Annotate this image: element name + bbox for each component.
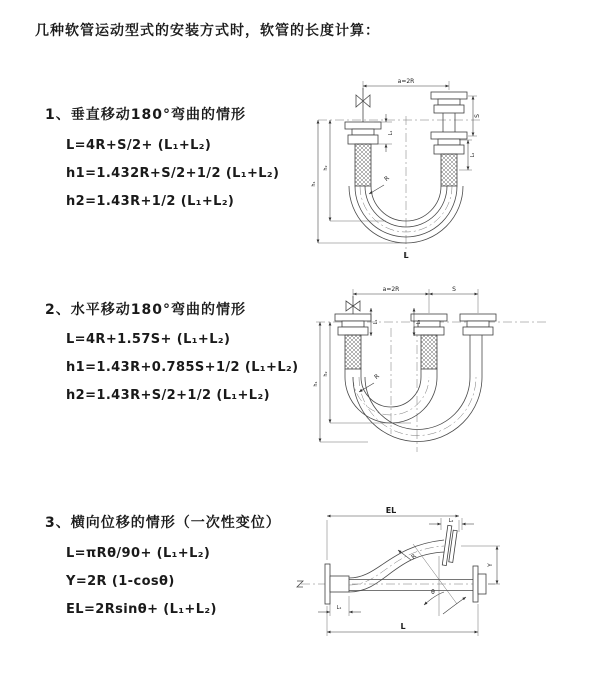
- end2-label: L₂: [448, 518, 454, 524]
- section-3-formula-L: L=πRθ/90+ (L₁+L₂): [66, 546, 211, 561]
- section-3-formula-Y: Y=2R (1-cosθ): [66, 574, 175, 589]
- h1-label: h₁: [311, 181, 317, 187]
- section-1-formula-h2: h2=1.43R+1/2 (L₁+L₂): [66, 194, 235, 209]
- span-label: a=2R: [397, 78, 415, 85]
- right-hose-end: [431, 92, 467, 186]
- dimension-h2: [323, 319, 411, 423]
- el-label: EL: [385, 506, 397, 515]
- dimension-end2: [459, 140, 476, 170]
- travel-label: S: [452, 286, 456, 293]
- left-hose-end: [345, 122, 381, 186]
- radius-label: R: [410, 552, 418, 561]
- span-label: a=2R: [382, 286, 400, 293]
- diagram-lateral-displacement: [291, 502, 597, 654]
- end2-label: L₂: [470, 152, 476, 158]
- h2-label: h₂: [323, 165, 329, 171]
- section-1-formula-L: L=4R+S/2+ (L₁+L₂): [66, 138, 212, 153]
- angle-construction: [413, 544, 466, 616]
- section-3-formula-EL: EL=2Rsinθ+ (L₁+L₂): [66, 602, 217, 617]
- section-2-formula-L: L=4R+1.57S+ (L₁+L₂): [66, 332, 231, 347]
- section-2-formula-h1: h1=1.43R+0.785S+1/2 (L₁+L₂): [66, 360, 299, 375]
- radius-label: R: [373, 372, 381, 381]
- dimension-end1: [318, 596, 361, 616]
- h2-label: h₂: [323, 371, 329, 377]
- radius-callout: [369, 175, 391, 194]
- dimension-el: [327, 506, 459, 560]
- valve-icon: [346, 296, 360, 314]
- right-hose-end: [460, 314, 496, 377]
- diagram-horizontal-180-bend: [306, 282, 590, 458]
- section-2-formula-h2: h2=1.43R+S/2+1/2 (L₁+L₂): [66, 388, 270, 403]
- page-title: 几种软管运动型式的安装方式时，软管的长度计算：: [35, 23, 380, 39]
- length-label: L: [403, 251, 409, 260]
- section-2-heading: 2、水平移动180°弯曲的情形: [45, 302, 246, 318]
- end1-label: L₁: [373, 319, 379, 325]
- travel-label: S: [474, 114, 481, 118]
- dimension-span: [363, 78, 449, 90]
- dimension-travel: [468, 96, 481, 136]
- diagram-vertical-180-bend: [306, 72, 590, 262]
- end2-label: L₂: [416, 319, 422, 325]
- end1-label: L₁: [388, 130, 394, 136]
- end1-label: L₁: [336, 605, 342, 611]
- section-1-heading: 1、垂直移动180°弯曲的情形: [45, 107, 246, 123]
- h1-label: h₁: [313, 381, 319, 387]
- upper-flange: [442, 525, 457, 566]
- radius-label: R: [383, 174, 391, 183]
- radius-callout: [359, 373, 381, 392]
- left-hose-end: [325, 564, 349, 604]
- dimension-length: [327, 604, 478, 636]
- y-label: Y: [487, 563, 494, 567]
- section-3-heading: 3、横向位移的情形（一次性变位）: [45, 515, 281, 531]
- theta-label: θ: [431, 589, 435, 596]
- dimension-span: [353, 286, 478, 313]
- valve-icon: [356, 88, 370, 122]
- section-1-formula-h1: h1=1.432R+S/2+1/2 (L₁+L₂): [66, 166, 280, 181]
- hose-position-b: [353, 377, 482, 441]
- hose-s-curve: [349, 525, 458, 592]
- length-label: L: [400, 622, 406, 631]
- dimension-end1: [371, 308, 379, 336]
- dimension-end1: [373, 114, 394, 152]
